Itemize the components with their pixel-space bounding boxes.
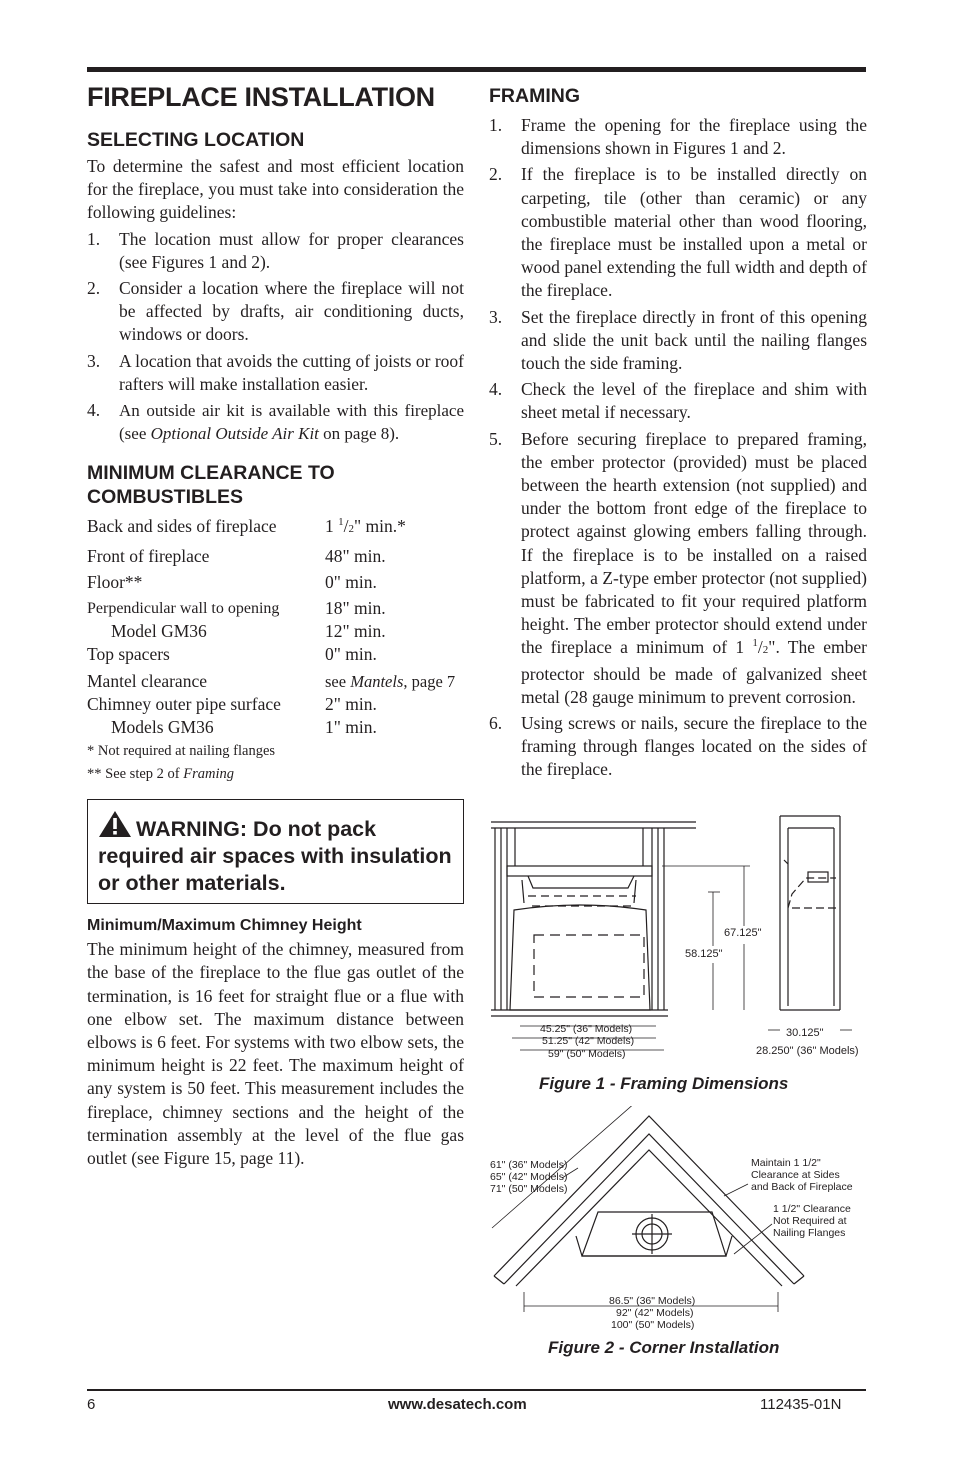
- top-rule: [87, 67, 866, 72]
- nailing-clearance-3: Nailing Flanges: [773, 1227, 846, 1239]
- maintain-clearance-3: and Back of Fireplace: [751, 1181, 853, 1193]
- nailing-clearance-2: Not Required at: [773, 1215, 847, 1227]
- table-row: Back and sides of fireplace 1 $^1$/2" min.*: [87, 516, 406, 537]
- list-item: 1. The location must allow for proper clearances (see Figures 1 and 2).: [87, 228, 464, 272]
- base-length-1: 86.5" (36" Models): [609, 1295, 696, 1307]
- footnote-2: ** See step 2 of Framing: [87, 766, 234, 783]
- table-row: Top spacers 0" min.: [87, 644, 377, 665]
- table-row: Perpendicular wall to opening 18" min.: [87, 598, 386, 619]
- figure1-caption: Figure 1 - Framing Dimensions: [539, 1074, 789, 1093]
- maintain-clearance-1: Maintain 1 1/2": [751, 1157, 821, 1169]
- list-item: 3. A location that avoids the cutting of joists or roof rafters will make installation easier.: [87, 350, 464, 394]
- table-row: Chimney outer pipe surface 2" min.: [87, 693, 377, 714]
- side-length-2: 65" (42" Models): [490, 1171, 568, 1183]
- page-title: FIREPLACE INSTALLATION: [87, 82, 435, 112]
- framing-heading: FRAMING: [489, 85, 580, 107]
- table-row: Floor** 0" min.: [87, 571, 377, 592]
- nailing-clearance-1: 1 1/2" Clearance: [773, 1203, 851, 1215]
- list-item: 2. If the fireplace is to be installed directly on carpeting, tile (other than ceramic) or any combustible material other than wood flooring, the fireplace must be installed upon a metal or wood panel extending the full width and depth of the fireplace.: [489, 164, 867, 301]
- side-length-3: 71" (50" Models): [490, 1183, 568, 1195]
- list-item: 4. Check the level of the fireplace and shim with sheet metal if necessary.: [489, 379, 867, 423]
- warning-box: [87, 799, 464, 904]
- right-column: [489, 80, 867, 782]
- website-link[interactable]: www.desatech.com: [388, 1396, 527, 1413]
- table-row: Model GM36 12" min.: [111, 621, 386, 642]
- footnote-1: * Not required at nailing flanges: [87, 743, 276, 760]
- warning-icon: [98, 810, 132, 838]
- warning-text: WARNING: Do not pack required air spaces with insulation or other materials.: [98, 817, 452, 896]
- base-length-3: 100" (50" Models): [611, 1319, 695, 1331]
- doc-number: 112435-01N: [760, 1396, 842, 1413]
- base-length-2: 92" (42" Models): [616, 1307, 694, 1319]
- framing-dimensions-figure: [488, 808, 872, 1068]
- dim-depth-2: 28.250" (36" Models): [756, 1045, 859, 1057]
- list-item: 1. Frame the opening for the fireplace using the dimensions shown in Figures 1 and 2.: [489, 115, 867, 159]
- dim-width-2: 51.25" (42" Models): [542, 1035, 635, 1047]
- dim-depth-1: 30.125": [786, 1027, 824, 1039]
- page-number: 6: [87, 1396, 96, 1413]
- list-item: 4. An outside air kit is available with this fireplace (see Optional Outside Air Kit on page 8).: [87, 400, 464, 444]
- left-column: [87, 80, 464, 1170]
- figure2-caption: Figure 2 - Corner Installation: [548, 1338, 780, 1357]
- clearance-heading: MINIMUM CLEARANCE TO COMBUSTIBLES: [87, 462, 335, 509]
- table-row: Models GM36 1" min.: [111, 717, 377, 738]
- chimney-height-heading: Minimum/Maximum Chimney Height: [87, 917, 362, 935]
- maintain-clearance-2: Clearance at Sides: [751, 1169, 840, 1181]
- corner-installation-figure: [486, 1106, 872, 1336]
- bottom-rule: [87, 1389, 866, 1391]
- list-item: 6. Using screws or nails, secure the fireplace to the framing through flanges located on the sides of the fireplace.: [489, 713, 867, 780]
- table-row: Mantel clearance see Mantels, page 7: [87, 670, 456, 691]
- table-row: Front of fireplace 48" min.: [87, 545, 386, 566]
- dim-height-a: 67.125": [724, 927, 762, 939]
- chimney-height-text: The minimum height of the chimney, measured from the base of the fireplace to the flue gas outlet of the termination, is 16 feet for straight flue or a flue with one elbow set. The maximum distance between elbows is 6 feet. For systems with two elbow sets, the minimum height is 22 feet. The maximum height of any system is 50 feet. This measurement includes the fireplace, chimney sections and the height of the termination assembly at the level of the flue gas outlet (see Figure 15, page 11).: [87, 939, 464, 1169]
- dim-width-3: 59" (50" Models): [548, 1048, 626, 1060]
- dim-height-b: 58.125": [685, 948, 723, 960]
- list-item: 2. Consider a location where the fireplace will not be affected by drafts, air conditioning ducts, windows or doors.: [87, 278, 464, 345]
- dim-width-1: 45.25" (36" Models): [540, 1023, 633, 1035]
- selecting-location-heading: SELECTING LOCATION: [87, 129, 305, 151]
- list-item: 5. Before securing fireplace to prepared framing, the ember protector (provided) must be placed between the hearth extension (not supplied) and under the bottom front edge of the fireplace to protect against glowing embers falling through. If the fireplace is to be installed on a raised platform, a Z-type ember protector (not supplied) must be fabricated to fit your required platform height. The ember protector should extend under the fireplace a minimum of 1 $^1$/2". The ember protector should be made of galvanized sheet metal (28 gauge minimum to prevent corrosion.: [489, 428, 867, 707]
- side-length-1: 61" (36" Models): [490, 1159, 568, 1171]
- selecting-intro: To determine the safest and most efficient location for the fireplace, you must take into consideration the following guidelines:: [87, 156, 464, 223]
- list-item: 3. Set the fireplace directly in front of this opening and slide the unit back until the nailing flanges touch the side framing.: [489, 306, 867, 374]
